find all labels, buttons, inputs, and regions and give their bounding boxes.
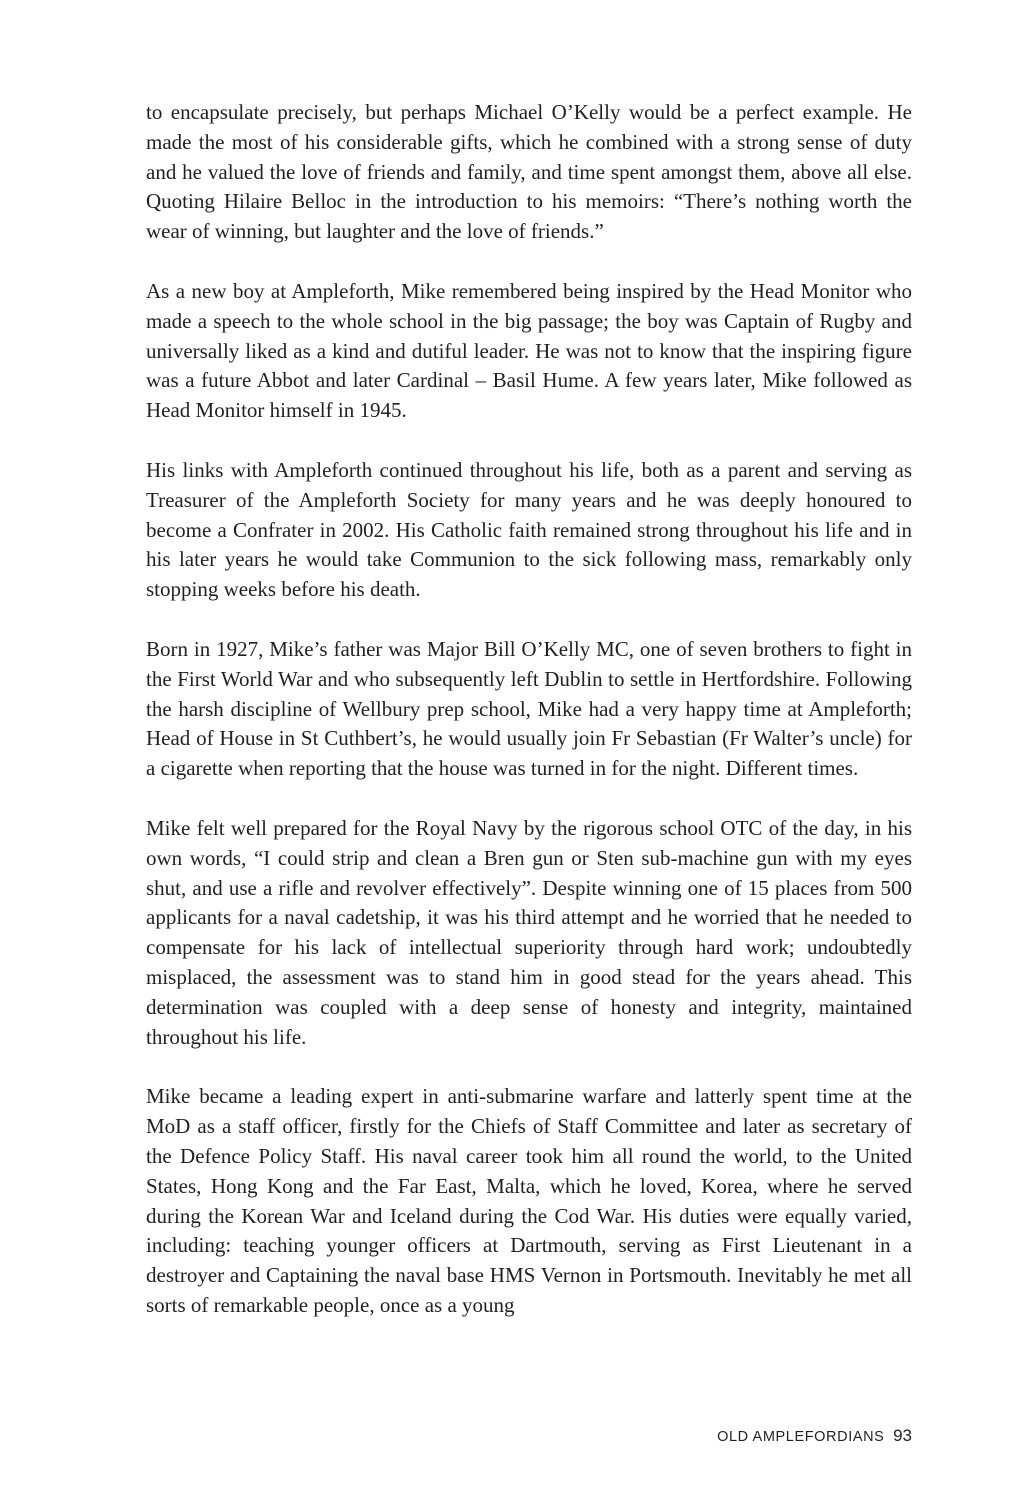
paragraph-royal-navy: Mike felt well prepared for the Royal Navy by the rigorous school OTC of the day, in his own words, “I could strip and clean a Bren gun or Sten sub-machine gun with my eyes shut, and use a rifle and revolver effectively”. Despite winning one of 15 places from 500 applicants for a naval cadetship, it was his third attempt and he worried that he needed to compensate for his lack of intellectual superiority through hard work; undoubtedly misplaced, the assessment was to stand him in good stead for the years ahead. This determination was coupled with a deep sense of honesty and integrity, maintained throughout his life.: [146, 815, 912, 1049]
page-number: 93: [893, 1426, 912, 1445]
paragraph-links-with-ampleforth: His links with Ampleforth continued throughout his life, both as a parent and serving as Treasurer of the Ampleforth Society for many years and he was deeply honoured to become a Confrater in 2002. His Catholic faith remained strong throughout his life and in his later years he would take Communion to the sick following mass, remarkably only stopping weeks before his death.: [146, 457, 912, 602]
paragraph-early-life: Born in 1927, Mike’s father was Major Bill O’Kelly MC, one of seven brothers to fight in the First World War and who subsequently left Dublin to settle in Hertfordshire. Following the harsh discipline of Wellbury prep school, Mike had a very happy time at Ampleforth; Head of House in St Cuthbert’s, he would usually join Fr Sebastian (Fr Walter’s uncle) for a cigarette when reporting that the house was turned in for the night. Different times.: [146, 636, 912, 781]
paragraph-naval-career: Mike became a leading expert in anti-submarine warfare and latterly spent time at the MoD as a staff officer, firstly for the Chiefs of Staff Committee and later as secretary of the Defence Policy Staff. His naval career took him all round the world, to the United States, Hong Kong and the Far East, Malta, which he loved, Korea, where he served during the Korean War and Iceland during the Cod War. His duties were equally varied, including: teaching younger officers at Dartmouth, serving as First Lieutenant in a destroyer and Captaining the naval base HMS Vernon in Portsmouth. Inevitably he met all sorts of remarkable people, once as a young: [146, 1084, 912, 1317]
paragraph-intro-example: to encapsulate precisely, but perhaps Michael O’Kelly would be a perfect example. He made the most of his considerable gifts, which he combined with a strong sense of duty and he valued the love of friends and family, and time spent amongst them, above all else. Quoting Hilaire Belloc in the introduction to his memoirs: “There’s nothing worth the wear of winning, but laughter and the love of friends.”: [146, 100, 912, 244]
paragraph-head-monitor: As a new boy at Ampleforth, Mike remembered being inspired by the Head Monitor who made a speech to the whole school in the big passage; the boy was Captain of Rugby and universally liked as a kind and dutiful leader. He was not to know that the inspiring figure was a future Abbot and later Cardinal – Basil Hume. A few years later, Mike followed as Head Monitor himself in 1945.: [146, 278, 912, 423]
page-footer: [717, 1426, 912, 1446]
publication-name: OLD AMPLEFORDIANS: [717, 1429, 885, 1445]
article-body: [146, 98, 912, 1351]
